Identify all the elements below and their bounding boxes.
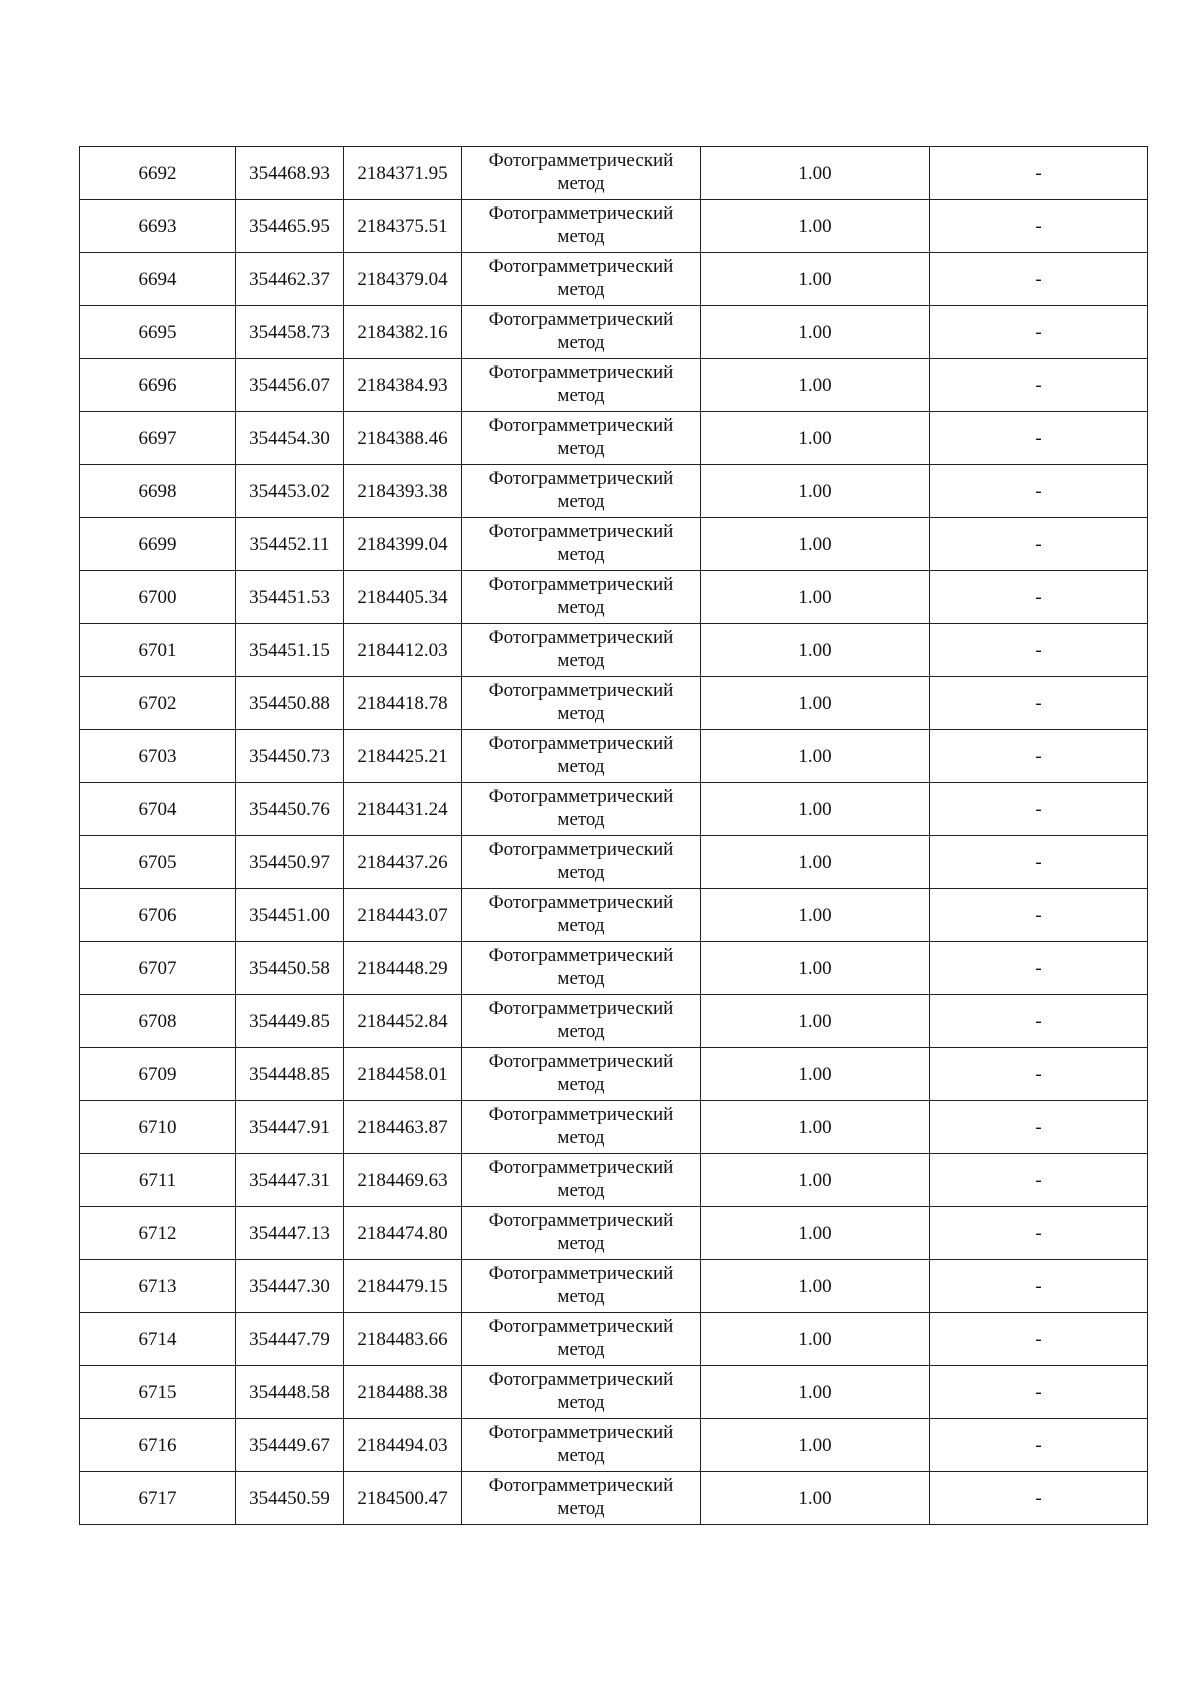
point-number-cell: 6716 [80,1419,236,1472]
table-row [80,942,1148,995]
description-cell: - [930,942,1148,995]
method-line-2: метод [557,438,605,459]
accuracy-cell: 1.00 [701,1048,930,1101]
x-coordinate-cell: 354468.93 [236,147,344,200]
method-line-1: Фотограмметрический [488,521,674,542]
accuracy-cell: 1.00 [701,412,930,465]
x-coordinate-cell: 354453.02 [236,465,344,518]
point-number-cell: 6699 [80,518,236,571]
method-line-2: метод [557,915,605,936]
method-line-2: метод [557,544,605,565]
accuracy-cell: 1.00 [701,518,930,571]
x-coordinate-cell: 354449.85 [236,995,344,1048]
x-coordinate-cell: 354450.59 [236,1472,344,1525]
accuracy-cell: 1.00 [701,1419,930,1472]
coordinates-table [79,146,1148,1525]
description-cell: - [930,1048,1148,1101]
method-cell [462,1313,701,1366]
method-cell [462,518,701,571]
method-line-1: Фотограмметрический [488,786,674,807]
x-coordinate-cell: 354450.58 [236,942,344,995]
accuracy-cell: 1.00 [701,200,930,253]
method-line-1: Фотограмметрический [488,627,674,648]
x-coordinate-cell: 354451.15 [236,624,344,677]
description-cell: - [930,889,1148,942]
method-line-2: метод [557,809,605,830]
accuracy-cell: 1.00 [701,1366,930,1419]
description-cell: - [930,359,1148,412]
method-cell [462,836,701,889]
accuracy-cell: 1.00 [701,677,930,730]
method-line-1: Фотограмметрический [488,256,674,277]
description-cell: - [930,783,1148,836]
accuracy-cell: 1.00 [701,783,930,836]
x-coordinate-cell: 354449.67 [236,1419,344,1472]
x-coordinate-cell: 354447.31 [236,1154,344,1207]
method-line-2: метод [557,1339,605,1360]
point-number-cell: 6700 [80,571,236,624]
description-cell: - [930,306,1148,359]
method-line-1: Фотограмметрический [488,415,674,436]
point-number-cell: 6696 [80,359,236,412]
method-line-2: метод [557,1074,605,1095]
method-line-2: метод [557,1127,605,1148]
point-number-cell: 6717 [80,1472,236,1525]
description-cell: - [930,1472,1148,1525]
method-cell [462,942,701,995]
x-coordinate-cell: 354458.73 [236,306,344,359]
description-cell: - [930,1101,1148,1154]
y-coordinate-cell: 2184375.51 [344,200,462,253]
x-coordinate-cell: 354456.07 [236,359,344,412]
point-number-cell: 6702 [80,677,236,730]
method-cell [462,200,701,253]
accuracy-cell: 1.00 [701,1472,930,1525]
description-cell: - [930,465,1148,518]
y-coordinate-cell: 2184431.24 [344,783,462,836]
y-coordinate-cell: 2184483.66 [344,1313,462,1366]
x-coordinate-cell: 354452.11 [236,518,344,571]
x-coordinate-cell: 354447.91 [236,1101,344,1154]
method-line-1: Фотограмметрический [488,1051,674,1072]
description-cell: - [930,836,1148,889]
point-number-cell: 6707 [80,942,236,995]
x-coordinate-cell: 354451.00 [236,889,344,942]
method-cell [462,359,701,412]
method-line-2: метод [557,862,605,883]
table-row [80,306,1148,359]
table-row [80,412,1148,465]
method-cell [462,306,701,359]
table-row [80,1313,1148,1366]
accuracy-cell: 1.00 [701,1207,930,1260]
table-row [80,147,1148,200]
point-number-cell: 6693 [80,200,236,253]
accuracy-cell: 1.00 [701,624,930,677]
y-coordinate-cell: 2184418.78 [344,677,462,730]
method-line-1: Фотограмметрический [488,1210,674,1231]
table-row [80,1260,1148,1313]
method-cell [462,1472,701,1525]
point-number-cell: 6692 [80,147,236,200]
method-line-2: метод [557,1445,605,1466]
description-cell: - [930,200,1148,253]
method-line-2: метод [557,1286,605,1307]
coordinates-table-body [80,147,1148,1525]
point-number-cell: 6708 [80,995,236,1048]
table-row [80,995,1148,1048]
method-line-1: Фотограмметрический [488,945,674,966]
description-cell: - [930,253,1148,306]
x-coordinate-cell: 354462.37 [236,253,344,306]
y-coordinate-cell: 2184479.15 [344,1260,462,1313]
method-line-2: метод [557,226,605,247]
accuracy-cell: 1.00 [701,465,930,518]
x-coordinate-cell: 354448.85 [236,1048,344,1101]
y-coordinate-cell: 2184393.38 [344,465,462,518]
y-coordinate-cell: 2184399.04 [344,518,462,571]
table-row [80,1101,1148,1154]
method-cell [462,677,701,730]
method-cell [462,1101,701,1154]
description-cell: - [930,624,1148,677]
method-cell [462,1048,701,1101]
point-number-cell: 6710 [80,1101,236,1154]
y-coordinate-cell: 2184412.03 [344,624,462,677]
y-coordinate-cell: 2184452.84 [344,995,462,1048]
method-line-1: Фотограмметрический [488,998,674,1019]
method-line-1: Фотограмметрический [488,1475,674,1496]
method-cell [462,571,701,624]
method-line-2: метод [557,703,605,724]
x-coordinate-cell: 354447.13 [236,1207,344,1260]
y-coordinate-cell: 2184388.46 [344,412,462,465]
table-row [80,1472,1148,1525]
accuracy-cell: 1.00 [701,253,930,306]
method-line-1: Фотограмметрический [488,203,674,224]
point-number-cell: 6697 [80,412,236,465]
point-number-cell: 6705 [80,836,236,889]
point-number-cell: 6698 [80,465,236,518]
accuracy-cell: 1.00 [701,359,930,412]
method-cell [462,1366,701,1419]
y-coordinate-cell: 2184488.38 [344,1366,462,1419]
description-cell: - [930,1154,1148,1207]
accuracy-cell: 1.00 [701,306,930,359]
table-row [80,200,1148,253]
accuracy-cell: 1.00 [701,1260,930,1313]
method-line-1: Фотограмметрический [488,1369,674,1390]
table-row [80,1207,1148,1260]
description-cell: - [930,1419,1148,1472]
y-coordinate-cell: 2184379.04 [344,253,462,306]
point-number-cell: 6701 [80,624,236,677]
description-cell: - [930,730,1148,783]
method-line-2: метод [557,332,605,353]
table-row [80,359,1148,412]
method-cell [462,147,701,200]
method-line-2: метод [557,1498,605,1519]
method-cell [462,1419,701,1472]
method-cell [462,889,701,942]
method-cell [462,1154,701,1207]
accuracy-cell: 1.00 [701,147,930,200]
point-number-cell: 6709 [80,1048,236,1101]
description-cell: - [930,1260,1148,1313]
point-number-cell: 6711 [80,1154,236,1207]
method-line-2: метод [557,385,605,406]
point-number-cell: 6715 [80,1366,236,1419]
accuracy-cell: 1.00 [701,942,930,995]
method-cell [462,1207,701,1260]
x-coordinate-cell: 354450.73 [236,730,344,783]
y-coordinate-cell: 2184463.87 [344,1101,462,1154]
point-number-cell: 6714 [80,1313,236,1366]
method-line-2: метод [557,173,605,194]
x-coordinate-cell: 354450.97 [236,836,344,889]
point-number-cell: 6694 [80,253,236,306]
accuracy-cell: 1.00 [701,889,930,942]
method-line-1: Фотограмметрический [488,150,674,171]
y-coordinate-cell: 2184371.95 [344,147,462,200]
y-coordinate-cell: 2184458.01 [344,1048,462,1101]
x-coordinate-cell: 354447.30 [236,1260,344,1313]
x-coordinate-cell: 354454.30 [236,412,344,465]
method-line-2: метод [557,1233,605,1254]
method-cell [462,783,701,836]
method-line-1: Фотограмметрический [488,468,674,489]
y-coordinate-cell: 2184405.34 [344,571,462,624]
method-line-1: Фотограмметрический [488,680,674,701]
method-cell [462,1260,701,1313]
method-cell [462,730,701,783]
method-line-2: метод [557,491,605,512]
method-line-1: Фотограмметрический [488,1263,674,1284]
table-row [80,1154,1148,1207]
table-row [80,1366,1148,1419]
method-line-2: метод [557,1021,605,1042]
table-row [80,889,1148,942]
x-coordinate-cell: 354447.79 [236,1313,344,1366]
method-line-1: Фотограмметрический [488,733,674,754]
point-number-cell: 6706 [80,889,236,942]
method-cell [462,465,701,518]
description-cell: - [930,1313,1148,1366]
x-coordinate-cell: 354448.58 [236,1366,344,1419]
table-row [80,730,1148,783]
description-cell: - [930,995,1148,1048]
y-coordinate-cell: 2184425.21 [344,730,462,783]
accuracy-cell: 1.00 [701,1313,930,1366]
y-coordinate-cell: 2184384.93 [344,359,462,412]
method-line-1: Фотограмметрический [488,1316,674,1337]
table-row [80,1419,1148,1472]
method-line-2: метод [557,650,605,671]
table-row [80,783,1148,836]
method-line-1: Фотограмметрический [488,1104,674,1125]
method-line-1: Фотограмметрический [488,309,674,330]
point-number-cell: 6704 [80,783,236,836]
y-coordinate-cell: 2184474.80 [344,1207,462,1260]
table-row [80,465,1148,518]
method-cell [462,624,701,677]
method-line-2: метод [557,1180,605,1201]
x-coordinate-cell: 354465.95 [236,200,344,253]
y-coordinate-cell: 2184382.16 [344,306,462,359]
method-line-2: метод [557,756,605,777]
method-cell [462,412,701,465]
method-cell [462,253,701,306]
method-cell [462,995,701,1048]
description-cell: - [930,571,1148,624]
method-line-2: метод [557,968,605,989]
y-coordinate-cell: 2184500.47 [344,1472,462,1525]
y-coordinate-cell: 2184437.26 [344,836,462,889]
table-row [80,1048,1148,1101]
table-row [80,624,1148,677]
point-number-cell: 6695 [80,306,236,359]
description-cell: - [930,677,1148,730]
description-cell: - [930,147,1148,200]
document-page [79,146,1148,1525]
table-row [80,571,1148,624]
accuracy-cell: 1.00 [701,571,930,624]
table-row [80,836,1148,889]
table-row [80,518,1148,571]
table-row [80,677,1148,730]
description-cell: - [930,1207,1148,1260]
description-cell: - [930,1366,1148,1419]
y-coordinate-cell: 2184443.07 [344,889,462,942]
method-line-1: Фотограмметрический [488,574,674,595]
y-coordinate-cell: 2184448.29 [344,942,462,995]
accuracy-cell: 1.00 [701,995,930,1048]
method-line-1: Фотограмметрический [488,1422,674,1443]
method-line-2: метод [557,279,605,300]
accuracy-cell: 1.00 [701,730,930,783]
accuracy-cell: 1.00 [701,836,930,889]
point-number-cell: 6703 [80,730,236,783]
method-line-1: Фотограмметрический [488,892,674,913]
accuracy-cell: 1.00 [701,1101,930,1154]
y-coordinate-cell: 2184494.03 [344,1419,462,1472]
method-line-1: Фотограмметрический [488,1157,674,1178]
description-cell: - [930,518,1148,571]
point-number-cell: 6712 [80,1207,236,1260]
x-coordinate-cell: 354451.53 [236,571,344,624]
y-coordinate-cell: 2184469.63 [344,1154,462,1207]
method-line-1: Фотограмметрический [488,362,674,383]
point-number-cell: 6713 [80,1260,236,1313]
x-coordinate-cell: 354450.88 [236,677,344,730]
method-line-2: метод [557,597,605,618]
method-line-2: метод [557,1392,605,1413]
table-row [80,253,1148,306]
description-cell: - [930,412,1148,465]
x-coordinate-cell: 354450.76 [236,783,344,836]
accuracy-cell: 1.00 [701,1154,930,1207]
method-line-1: Фотограмметрический [488,839,674,860]
